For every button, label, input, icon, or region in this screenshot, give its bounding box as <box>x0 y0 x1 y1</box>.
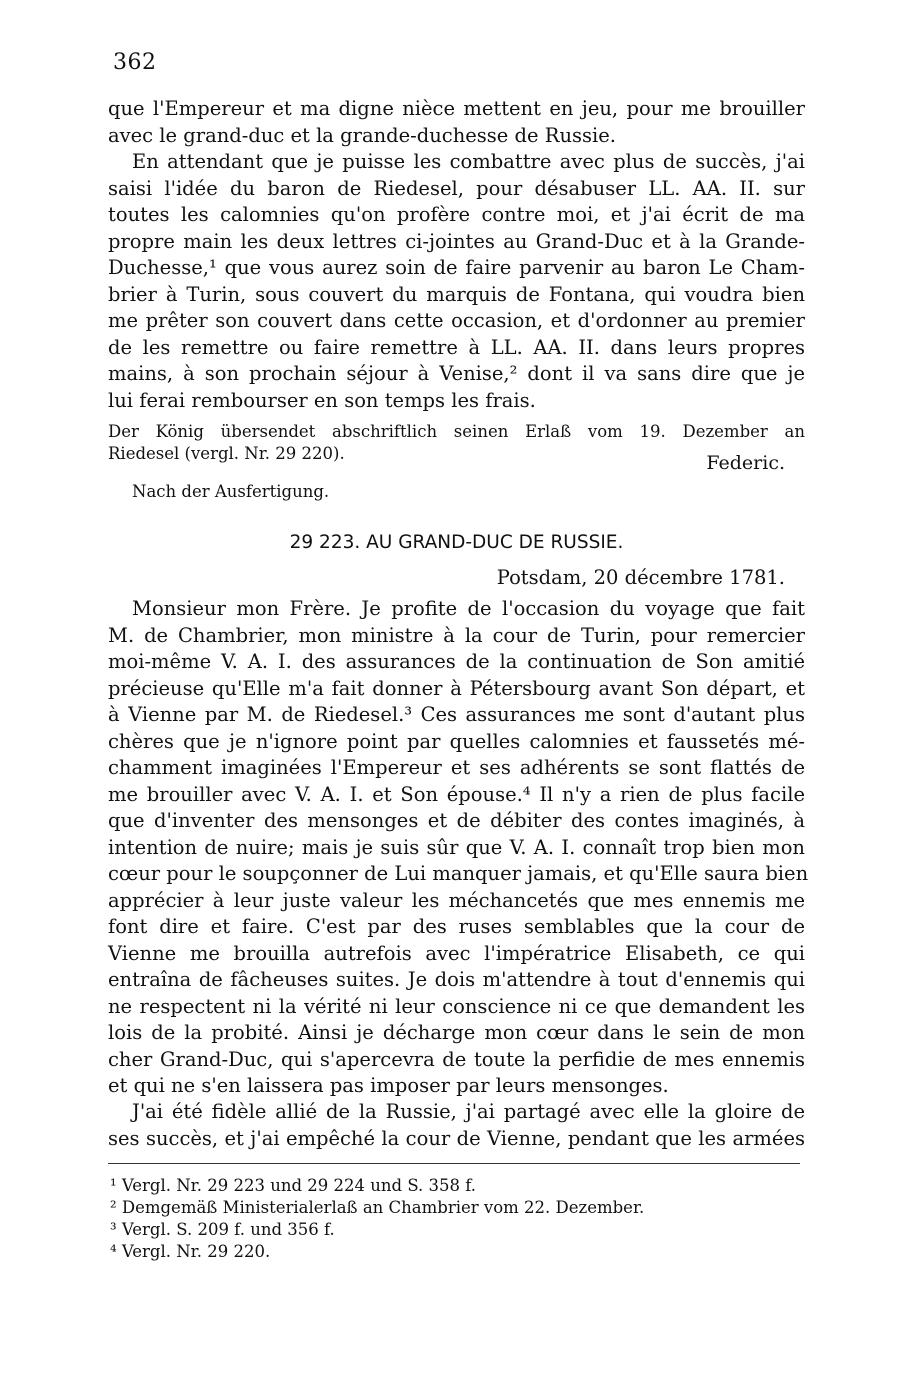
source-note: Nach der Ausfertigung. <box>132 482 330 501</box>
text-line: moi-même V. A. I. des assurances de la continuation de Son amitié <box>108 650 805 673</box>
text-line: chamment imaginées l'Empereur et ses adhérents se sont flattés de <box>108 756 805 779</box>
text-line: me prêter son couvert dans cette occasion, et d'ordonner au premier <box>108 309 805 332</box>
footnote-separator <box>108 1163 800 1164</box>
footnote: ³ Vergl. S. 209 f. und 356 f. <box>110 1220 335 1239</box>
text-line: saisi l'idée du baron de Riedesel, pour désabuser LL. AA. II. sur <box>108 176 805 200</box>
text-line: En attendant que je puisse les combattre avec plus de succès, j'ai <box>132 150 805 173</box>
footnote: ¹ Vergl. Nr. 29 223 und 29 224 und S. 358 f. <box>110 1176 477 1195</box>
dateline: Potsdam, 20 décembre 1781. <box>496 566 785 589</box>
text-line: J'ai été fidèle allié de la Russie, j'ai partagé avec elle la gloire de <box>132 1100 805 1123</box>
text-line: M. de Chambrier, mon ministre à la cour de Turin, pour remercier <box>108 623 805 647</box>
text-line: à Vienne par M. de Riedesel.³ Ces assurances me sont d'autant plus <box>108 703 805 726</box>
text-line: mains, à son prochain séjour à Venise,² dont il va sans dire que je <box>108 362 805 385</box>
text-line: cher Grand-Duc, qui s'apercevra de toute la perfidie de mes ennemis <box>108 1047 805 1071</box>
text-line: brier à Turin, sous couvert du marquis de Fontana, qui voudra bien <box>108 282 805 306</box>
text-line: me brouiller avec V. A. I. et Son épouse.⁴ Il n'y a rien de plus facile <box>108 782 805 806</box>
paragraph-letter <box>108 1099 805 1152</box>
footnote: ² Demgemäß Ministerialerlaß an Chambrier vom 22. Dezember. <box>110 1198 645 1217</box>
note-line: Riedesel (vergl. Nr. 29 220). <box>108 444 345 463</box>
text-line: lois de la probité. Ainsi je décharge mon cœur dans le sein de mon <box>108 1021 805 1044</box>
text-line: et qui ne s'en laissera pas imposer par leurs mensonges. <box>108 1074 669 1097</box>
paragraph-letter-body <box>108 149 805 414</box>
text-line: font dire et faire. C'est par des ruses semblables que la cour de <box>108 915 805 938</box>
paragraph-continuation <box>108 96 805 149</box>
text-line: Vienne me brouilla autrefois avec l'impératrice Elisabeth, ce qui <box>108 941 805 965</box>
text-line: propre main les deux lettres ci-jointes au Grand-Duc et à la Grande- <box>108 229 805 253</box>
text-line: ne respectent ni la vérité ni leur conscience ni ce que demandent les <box>108 994 805 1018</box>
footnotes <box>110 1175 807 1263</box>
text-line: chères que je n'ignore point par quelles calomnies et faussetés mé- <box>108 729 805 753</box>
text-line: lui ferai rembourser en son temps les frais. <box>108 388 536 412</box>
editorial-note <box>108 421 805 465</box>
text-line: Duchesse,¹ que vous aurez soin de faire parvenir au baron Le Cham- <box>108 256 805 279</box>
page-number: 362 <box>113 50 157 75</box>
text-line: cœur pour le soupçonner de Lui manquer jamais, et qu'Elle saura bien <box>108 862 809 885</box>
text-line: intention de nuire; mais je suis sûr que V. A. I. connaît trop bien mon <box>108 835 805 859</box>
note-line: Der König übersendet abschriftlich seinen Erlaß vom 19. Dezember an <box>108 422 805 441</box>
text-line: de les remettre ou faire remettre à LL. AA. II. dans leurs propres <box>108 335 805 359</box>
text-line: que l'Empereur et ma digne nièce mettent en jeu, pour me brouiller <box>108 97 805 120</box>
text-line: toutes les calomnies qu'on profère contre moi, et j'ai écrit de ma <box>108 203 805 226</box>
text-line: entraîna de fâcheuses suites. Je dois m'attendre à tout d'ennemis qui <box>108 968 805 991</box>
text-line: précieuse qu'Elle m'a fait donner à Pétersbourg avant Son départ, et <box>108 676 805 700</box>
signature: Federic. <box>706 452 785 474</box>
letter-heading: 29 223. AU GRAND-DUC DE RUSSIE. <box>289 532 624 553</box>
paragraph-letter <box>108 596 809 1100</box>
text-line: que d'inventer des mensonges et de débiter des contes imaginés, à <box>108 809 805 832</box>
text-line: ses succès, et j'ai empêché la cour de Vienne, pendant que les armées <box>108 1126 805 1150</box>
footnote: ⁴ Vergl. Nr. 29 220. <box>110 1242 271 1261</box>
text-line: avec le grand-duc et la grande-duchesse de Russie. <box>108 123 616 147</box>
text-line: Monsieur mon Frère. Je profite de l'occasion du voyage que fait <box>132 597 805 620</box>
text-line: apprécier à leur juste valeur les méchancetés que mes ennemis me <box>108 888 805 912</box>
